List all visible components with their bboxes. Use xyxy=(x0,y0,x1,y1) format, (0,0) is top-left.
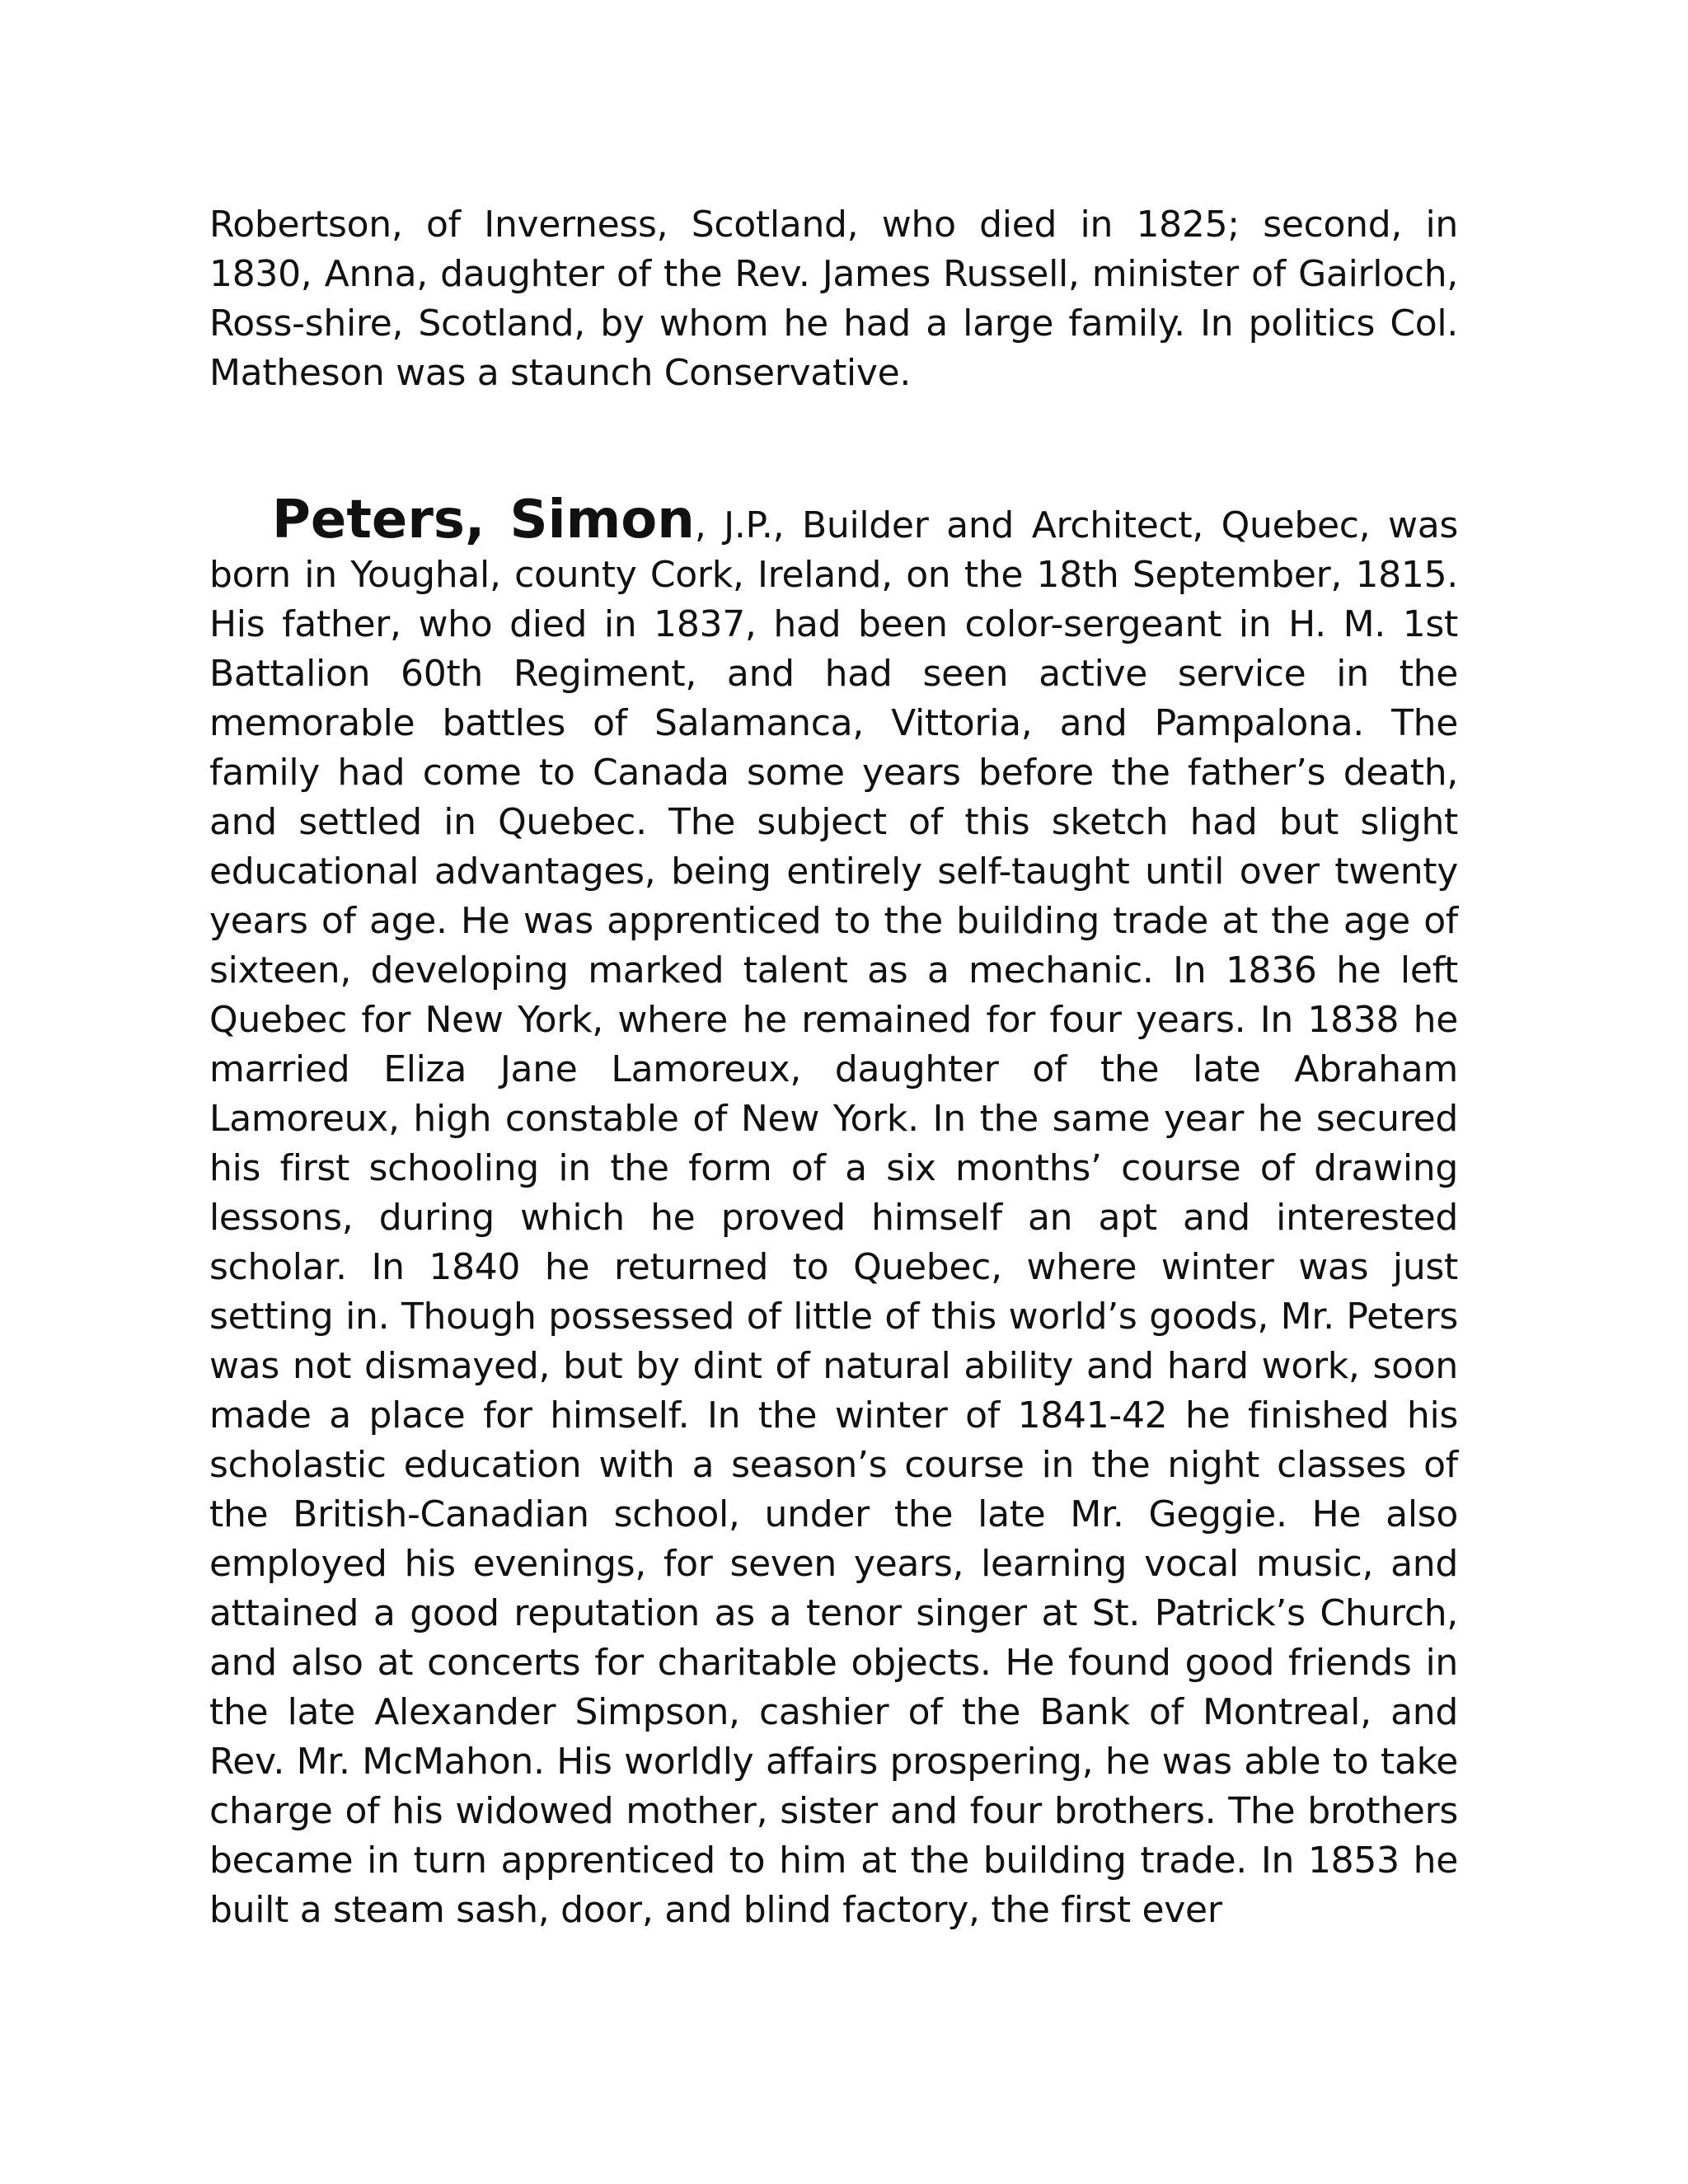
entry-body-text: , J.P., Builder and Architect, Quebec, was born in Youghal, county Cork, Ireland, on the 18th September, 1815. His father, who died in 1837, had been color-sergeant in H. M. 1st Battalion 60th Regiment, and had seen active service in the memorable battles of Salamanca, Vittoria, and Pampalona. The family had come to Canada some years before the father’s death, and settled in Quebec. The subject of this sketch had but slight educational advantages, being entirely self-taught until over twenty years of age. He was apprenticed to the building trade at the age of sixteen, developing marked talent as a mechanic. In 1836 he left Quebec for New York, where he remained for four years. In 1838 he married Eliza Jane Lamoreux, daughter of the late Abraham Lamoreux, high constable of New York. In the same year he secured his first schooling in the form of a six months’ course of drawing lessons, during which he proved himself an apt and interested scholar. In 1840 he returned to Quebec, where winter was just setting in. Though possessed of little of this world’s goods, Mr. Peters was not dismayed, but by dint of natural ability and hard work, soon made a place for himself. In the winter of 1841-42 he finished his scholastic education with a season’s course in the night classes of the British-Canadian school, under the late Mr. Geggie. He also employed his evenings, for seven years, learning vocal music, and attained a good reputation as a tenor singer at St. Patrick’s Church, and also at concerts for charitable objects. He found good friends in the late Alexander Simpson, cashier of the Bank of Montreal, and Rev. Mr. McMahon. His worldly affairs prospering, he was able to take charge of his widowed mother, sister and four brothers. The brothers became in turn apprenticed to him at the building trade. In 1853 he built a steam sash, door, and blind factory, the first ever xyxy=(209,504,1459,1931)
biography-entry-paragraph xyxy=(209,490,1459,1935)
continuation-paragraph: Robertson, of Inverness, Scotland, who died in 1825; second, in 1830, Anna, daughter of the Rev. James Russell, minister of Gairloch, Ross-shire, Scotland, by whom he had a large family. In politics Col. Matheson was a staunch Conservative. xyxy=(209,204,1458,394)
entry-name-heading: Peters, Simon xyxy=(272,490,695,551)
document-page xyxy=(209,200,1458,1935)
